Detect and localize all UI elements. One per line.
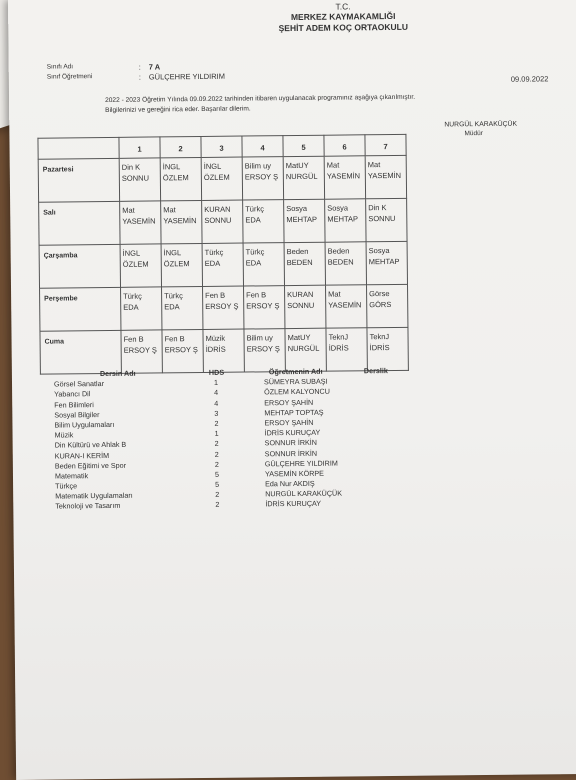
schedule-row (39, 241, 407, 288)
lesson-subject: Bilim uy (245, 161, 281, 172)
course-name: Türkçe (55, 481, 77, 490)
lesson-teacher: ÖZLEM (163, 173, 199, 184)
course-hours: 1 (209, 378, 223, 387)
lesson-teacher: ERSOY Ş (205, 301, 241, 312)
lesson-subject: Fen B (246, 290, 282, 301)
lesson-cell (161, 243, 202, 286)
course-name: Matematik Uygulamaları (55, 491, 133, 501)
principal-title: Müdür (464, 130, 483, 137)
period-header: 7 (365, 134, 406, 155)
lesson-subject: Beden (328, 246, 364, 257)
period-header: 1 (119, 137, 160, 158)
day-label: Pazartesi (38, 158, 119, 202)
lesson-subject: Fen B (205, 291, 241, 302)
lesson-subject: Türkç (164, 291, 200, 302)
lesson-subject: Mat (122, 205, 158, 216)
lesson-cell (203, 329, 244, 372)
lesson-cell (366, 241, 407, 284)
lesson-cell (243, 243, 284, 286)
lesson-subject: Görse (369, 289, 405, 300)
lesson-subject: MatUY (286, 161, 322, 172)
notice-line-2: Bilgilerinizi ve gereğini rica eder. Başarılar dilerim. (105, 105, 251, 114)
teacher-separator: : (139, 73, 141, 82)
lesson-subject: Mat (163, 205, 199, 216)
lesson-teacher: SONNU (204, 215, 240, 226)
period-header: 6 (324, 135, 365, 156)
course-teacher: Eda Nur AKDIŞ (265, 479, 315, 489)
course-name: Görsel Sanatlar (54, 379, 104, 389)
lesson-cell (203, 286, 244, 329)
lesson-cell (161, 200, 202, 243)
lesson-cell (367, 284, 408, 327)
course-name: Sosyal Bilgiler (54, 410, 99, 419)
period-header: 4 (242, 136, 283, 157)
period-header: 3 (201, 136, 242, 157)
lesson-subject: Din K (368, 203, 404, 214)
lesson-teacher: ÖZLEM (164, 259, 200, 270)
schedule-corner-cell (38, 137, 119, 159)
lesson-teacher: ÖZLEM (123, 259, 159, 270)
lesson-teacher: EDA (123, 302, 159, 313)
lesson-subject: MatUY (288, 333, 324, 344)
course-teacher: ERSOY ŞAHİN (264, 418, 313, 428)
document-page (8, 0, 576, 780)
day-label: Perşembe (40, 287, 121, 331)
teacher-value: GÜLÇEHRE YILDIRIM (149, 72, 225, 82)
lesson-teacher: YASEMİN (163, 216, 199, 227)
lesson-subject: İNGL (123, 248, 159, 259)
course-name: Müzik (55, 430, 74, 439)
course-hours: 5 (210, 480, 224, 489)
day-label: Cuma (40, 330, 121, 374)
lesson-cell (202, 200, 243, 243)
lesson-cell (325, 199, 366, 242)
lesson-subject: Bilim uy (247, 333, 283, 344)
course-hours: 5 (210, 470, 224, 479)
lesson-cell (160, 157, 201, 200)
lesson-cell (243, 200, 284, 243)
lesson-teacher: GÖRS (369, 299, 405, 310)
course-teacher: İDRİS KURUÇAY (265, 499, 321, 509)
lesson-cell (285, 328, 326, 371)
lesson-teacher: BEDEN (328, 257, 364, 268)
lesson-subject: Fen B (165, 334, 201, 345)
lesson-teacher: ERSOY Ş (245, 172, 281, 183)
lesson-teacher: İDRİS (329, 343, 365, 354)
lesson-subject: Din K (122, 162, 158, 173)
lesson-cell (365, 155, 406, 198)
lesson-cell (367, 327, 408, 370)
course-teacher: İDRİS KURUÇAY (265, 428, 321, 438)
lesson-cell (244, 286, 285, 329)
course-name: Din Kültürü ve Ahlak B (55, 440, 127, 450)
lesson-subject: KURAN (204, 205, 240, 216)
lesson-subject: Sosya (286, 204, 322, 215)
lesson-teacher: İDRİS (206, 344, 242, 355)
lesson-cell (285, 285, 326, 328)
lesson-subject: KURAN (287, 290, 323, 301)
lesson-teacher: YASEMİN (327, 171, 363, 182)
header-country: T.C. (308, 1, 378, 13)
lesson-teacher: ÖZLEM (204, 172, 240, 183)
lesson-teacher: SONNU (368, 213, 404, 224)
teacher-header: Öğretmenin Adı (269, 367, 323, 377)
principal-name: NURGÜL KARAKÜÇÜK (444, 121, 517, 129)
lesson-subject: Türkç (246, 247, 282, 258)
lesson-teacher: YASEMİN (368, 170, 404, 181)
lesson-teacher: ERSOY Ş (246, 301, 282, 312)
lesson-teacher: SONNU (287, 300, 323, 311)
course-hours: 2 (210, 490, 224, 499)
lesson-teacher: ERSOY Ş (165, 345, 201, 356)
course-teacher: NURGÜL KARAKÜÇÜK (265, 489, 342, 499)
course-name: KURAN-I KERİM (55, 450, 109, 460)
course-hours: 2 (210, 459, 224, 468)
lesson-subject: Mat (328, 289, 364, 300)
lesson-cell (325, 242, 366, 285)
course-hours: 1 (210, 429, 224, 438)
lesson-subject: Mat (368, 160, 404, 171)
lesson-cell (326, 285, 367, 328)
lesson-teacher: EDA (245, 215, 281, 226)
lesson-cell (162, 329, 203, 372)
lesson-teacher: MEHTAP (327, 214, 363, 225)
course-teacher: ERSOY ŞAHİN (264, 397, 313, 407)
hours-header: HDS (209, 368, 223, 377)
course-teacher: YASEMİN KÖRPE (265, 469, 324, 479)
lesson-subject: İNGL (164, 248, 200, 259)
lesson-subject: İNGL (204, 162, 240, 173)
lesson-subject: Sosya (327, 203, 363, 214)
course-name: Yabancı Dil (54, 390, 90, 399)
lesson-teacher: İDRİS (370, 342, 406, 353)
lesson-teacher: ERSOY Ş (124, 345, 160, 356)
course-hours: 2 (210, 439, 224, 448)
lesson-subject: Müzik (206, 334, 242, 345)
lesson-subject: İNGL (163, 162, 199, 173)
lesson-teacher: EDA (246, 258, 282, 269)
lesson-teacher: NURGÜL (286, 171, 322, 182)
lesson-cell (121, 330, 162, 373)
course-teacher: ÖZLEM KALYONCU (264, 387, 330, 397)
room-header: Derslik (364, 366, 388, 375)
lesson-teacher: EDA (164, 302, 200, 313)
lesson-cell (201, 157, 242, 200)
course-hours: 3 (209, 409, 223, 418)
lesson-teacher: YASEMİN (328, 300, 364, 311)
lesson-subject: Sosya (369, 246, 405, 257)
schedule-row (39, 198, 407, 245)
course-hours: 2 (209, 419, 223, 428)
period-header: 5 (283, 135, 324, 156)
course-name: Fen Bilimleri (54, 400, 94, 409)
lesson-teacher: YASEMİN (122, 216, 158, 227)
lesson-cell (284, 199, 325, 242)
lesson-cell (162, 286, 203, 329)
lesson-cell (121, 287, 162, 330)
course-teacher: SÜMEYRA SUBAŞI (264, 377, 328, 387)
course-name: Teknoloji ve Tasarım (55, 501, 120, 511)
course-header: Dersin Adı (100, 369, 136, 378)
lesson-cell (326, 328, 367, 371)
lesson-subject: Türkç (205, 248, 241, 259)
course-teacher: GÜLÇEHRE YILDIRIM (265, 458, 338, 468)
document-date: 09.09.2022 (511, 74, 549, 83)
day-label: Çarşamba (39, 244, 120, 288)
lesson-subject: Fen B (124, 334, 160, 345)
lesson-cell (324, 156, 365, 199)
course-hours: 2 (210, 449, 224, 458)
lesson-cell (242, 157, 283, 200)
notice-line-1: 2022 - 2023 Öğretim Yılında 09.09.2022 tarihinden itibaren uygulanacak programınız aşağıya çıkarılmıştır. (105, 94, 415, 104)
lesson-cell (244, 329, 285, 372)
lesson-teacher: MEHTAP (369, 256, 405, 267)
course-name: Matematik (55, 471, 88, 480)
lesson-teacher: ERSOY Ş (247, 344, 283, 355)
lesson-teacher: NURGÜL (288, 343, 324, 354)
day-label: Salı (39, 201, 120, 245)
course-list (54, 370, 55, 513)
lesson-teacher: SONNU (122, 173, 158, 184)
class-label: Sınıfı Adı (47, 63, 73, 70)
course-name: Beden Eğitimi ve Spor (55, 460, 126, 470)
weekly-schedule-table (37, 134, 408, 375)
class-value: 7 A (149, 62, 160, 71)
course-teacher: MEHTAP TOPTAŞ (264, 407, 323, 417)
schedule-row (38, 155, 406, 202)
course-teacher: SONNUR İRKİN (265, 448, 317, 458)
lesson-cell (120, 201, 161, 244)
lesson-cell (283, 156, 324, 199)
teacher-label: Sınıf Öğretmeni (47, 73, 93, 80)
class-separator: : (139, 63, 141, 72)
lesson-cell (119, 158, 160, 201)
lesson-cell (202, 243, 243, 286)
lesson-teacher: MEHTAP (286, 214, 322, 225)
lesson-cell (366, 198, 407, 241)
period-header: 2 (160, 136, 201, 157)
lesson-subject: TeknJ (329, 332, 365, 343)
course-hours: 4 (209, 398, 223, 407)
lesson-cell (284, 242, 325, 285)
lesson-subject: Mat (327, 160, 363, 171)
header-district: MERKEZ KAYMAKAMLIĞI (263, 11, 423, 24)
lesson-subject: Beden (287, 247, 323, 258)
lesson-subject: TeknJ (369, 332, 405, 343)
lesson-subject: Türkç (245, 204, 281, 215)
course-name: Bilim Uygulamaları (54, 420, 114, 430)
header-school: ŞEHİT ADEM KOÇ ORTAOKULU (258, 22, 428, 35)
lesson-cell (120, 244, 161, 287)
course-teacher: SONNUR İRKİN (265, 438, 317, 448)
lesson-subject: Türkç (123, 291, 159, 302)
schedule-row (40, 284, 408, 331)
lesson-teacher: BEDEN (287, 257, 323, 268)
schedule-row (40, 327, 408, 374)
course-hours: 4 (209, 388, 223, 397)
course-hours: 2 (210, 500, 224, 509)
lesson-teacher: EDA (205, 258, 241, 269)
